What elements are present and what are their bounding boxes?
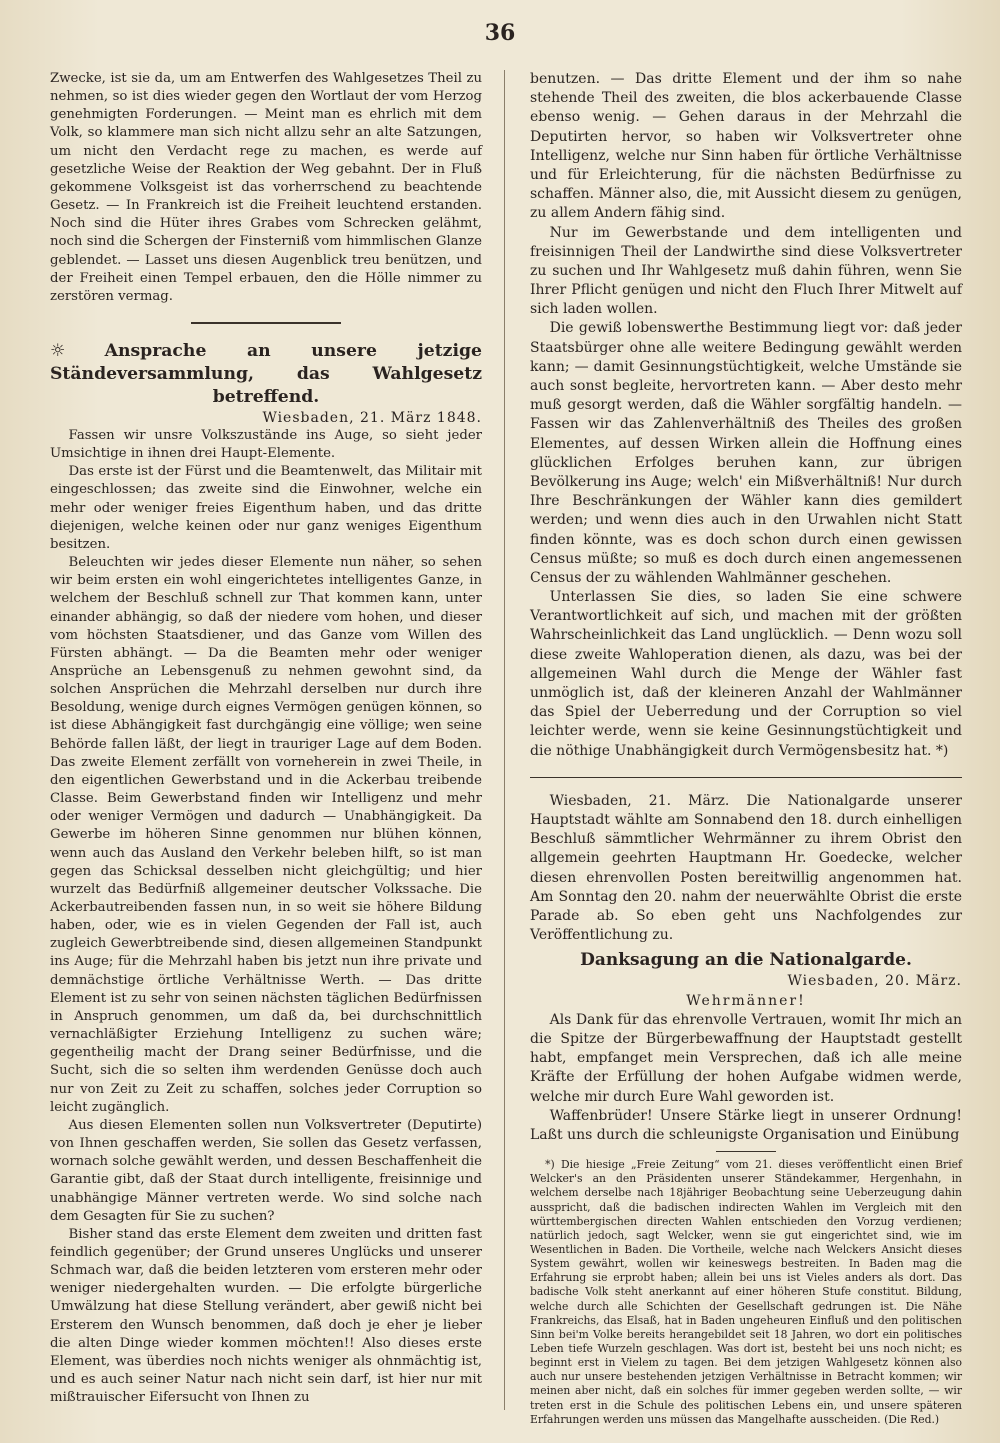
article-paragraph: Fassen wir unsre Volkszustände ins Auge, so sieht jeder Umsichtige in ihnen drei Haupt-Elemente. [50, 427, 482, 462]
news-item: Wiesbaden, 21. März. Die Nationalgarde unserer Hauptstadt wählte am Sonnabend den 18. durch einhelligen Beschluß sämmtlicher Wehrmänner zu ihrem Obrist den allgemein geehrten Hauptmann Hr. Goedecke, welcher diesen ehrenvollen Posten bereitwillig angenommen hat. Am Sonntag den 20. nahm der neuerwählte Obrist die erste Parade ab. So eben geht uns Nachfolgendes zur Veröffentlichung zu. [530, 792, 962, 944]
article-paragraph: Unterlassen Sie dies, so laden Sie eine schwere Verantwortlichkeit auf sich, und machen mit der größten Wahrscheinlichkeit das Land unglücklich. — Denn wozu soll diese zweite Wahloperation dienen, als dazu, was bei der allgemeinen Wahl durch die Menge der Wähler fast unmöglich ist, daß der kleineren Anzahl der Wahlmänner das Spiel der Ueberredung und der Corruption so viel leichter werde, wenn sie keine Gesinnungstüchtigkeit und die nöthige Unabhängigkeit durch Vermögensbesitz hat. *) [530, 589, 962, 759]
article-title: Ansprache an unsere jetzige Ständeversammlung, das Wahlgesetz betreffend. [50, 341, 482, 407]
page-number: 36 [484, 20, 516, 46]
section-divider [530, 777, 962, 778]
left-column [50, 70, 482, 1407]
footnote-divider [716, 1151, 776, 1152]
article-paragraph: Die gewiß lobenswerthe Bestimmung liegt vor: daß jeder Staatsbürger ohne alle weitere Bedingung gewählt werden kann; — damit Gesinnungstüchtigkeit, welche Umstände sie auch sonst begleite, hervortreten kann. — Aber desto mehr muß gesorgt werden, daß die Wähler sorgfältig handeln. — Fassen wir das Zahlenverhältniß des Theiles des großen Elementes, auf dessen Wirken allein die Hoffnung eines glücklichen Erfolges beruhen kann, zur übrigen Bevölkerung ins Auge; welch' ein Mißverhältniß! Nur durch Ihre Beschränkungen der Wähler kann dies gemildert werden; und wenn dies auch in den Urwahlen nicht Statt finden könnte, was es doch schon durch einen gewissen Census müßte; so muß es doch durch einen angemessenen Census der zu wählenden Wahlmänner geschehen. [530, 320, 962, 586]
thanks-salutation: Wehrmänner! [686, 992, 806, 1009]
article-dateline: Wiesbaden, 21. März 1848. [262, 409, 482, 426]
article-paragraph: Das erste ist der Fürst und die Beamtenwelt, das Militair mit eingeschlossen; das zweite sind die Einwohner, welche ein mehr oder weniger freies Eigenthum haben, und das dritte diejenigen, welche keinen oder nur ganz weniges Eigenthum besitzen. [50, 464, 482, 552]
footnote: *) Die hiesige „Freie Zeitung“ vom 21. dieses veröffentlicht einen Brief Welcker's an den Präsidenten unserer Ständekammer, Hergenhahn, in welchem derselbe nach 18jähriger Beobachtung seine Ueberzeugung dahin ausspricht, daß die badischen indirecten Wahlen im Vergleich mit den württembergischen directen Wahlen entschieden den Vorzug verdienen; natürlich jedoch, sagt Welcker, wenn sie gut eingerichtet sind, wie im Wesentlichen in Baden. Die Vortheile, welche nach Welckers Ansicht dieses System gewährt, wollen wir keineswegs bestreiten. In Baden mag die Erfahrung sie erprobt haben; allein bei uns ist Vieles anders als dort. Das badische Volk steht anerkannt auf einer höheren Stufe constitut. Bildung, welche durch alle Schichten der Gesellschaft gedrungen ist. Die Nähe Frankreichs, das Elsaß, hat in Baden ungeheuren Einfluß und den politischen Sinn bei'm Volke bereits herangebildet seit 18 Jahren, wo dort ein politisches Leben tiefe Wurzeln geschlagen. Was dort ist, besteht bei uns noch nicht; es beginnt erst in Vielem zu tagen. Bei dem jetzigen Wahlgesetz können also auch nur unsere bestehenden jetzigen Verhältnisse in Betracht kommen; wir meinen aber nicht, daß ein solches für immer gegeben werden sollte, — wir treten erst in die Schule des politischen Lebens ein, und unsere späteren Erfahrungen werden uns müssen das Mangelhafte ausscheiden. (Die Red.) [530, 1158, 962, 1426]
article-paragraph: Nur im Gewerbstande und dem intelligenten und freisinnigen Theil der Landwirthe sind diese Volksvertreter zu suchen und Ihr Wahlgesetz muß dahin führen, wenn Sie Ihrer Pflicht genügen und nicht den Fluch Ihrer Mitwelt auf sich laden wollen. [530, 224, 962, 318]
thanks-paragraph: Als Dank für das ehrenvolle Vertrauen, womit Ihr mich an die Spitze der Bürgerbewaffnung der Hauptstadt gestellt habt, empfanget mein Versprechen, daß ich alle meine Kräfte der Erfüllung der hohen Aufgabe widmen werde, welche mir durch Eure Wahl geworden ist. [530, 1011, 962, 1105]
article-paragraph: benutzen. — Das dritte Element und der ihm so nahe stehende Theil des zweiten, die blos ackerbauende Classe ebenso wenig. — Gehen daraus in der Mehrzahl die Deputirten hervor, so haben wir Volksvertreter ohne Intelligenz, welche nur Sinn haben für örtliche Verhältnisse und für Erleichterung, für die nächsten Bedürfnisse zu schaffen. Männer also, die, mit Aussicht diesem zu genügen, zu allem Andern fähig sind. [530, 71, 962, 222]
column-divider [504, 70, 505, 1410]
sun-ornament-icon: ☼ [50, 341, 66, 362]
continuation-paragraph: Zwecke, ist sie da, um am Entwerfen des Wahlgesetzes Theil zu nehmen, so ist dies wieder gegen den Wortlaut der vom Herzog genehmigten Forderungen. — Meint man es ehrlich mit dem Volk, so klammere man sich nicht allzu sehr an alte Satzungen, um nicht den Verdacht rege zu machen, es werde auf gesetzliche Weise der Reaktion der Weg gebahnt. Der in Fluß gekommene Volksgeist ist das vorherrschend zu beachtende Gesetz. — In Frankreich ist die Freiheit leuchtend erstanden. Noch sind die Hüter ihres Grabes vom Schrecken gelähmt, noch sind die Schergen der Finsterniß vom himmlischen Glanze geblendet. — Lasset uns diesen Augenblick treu benützen, und der Freiheit einen Tempel erbauen, den die Hölle nimmer zu zerstören vermag. [50, 71, 482, 304]
section-divider [191, 322, 341, 324]
thanks-paragraph: Waffenbrüder! Unsere Stärke liegt in unserer Ordnung! Laßt uns durch die schleunigste Organisation und Einübung [530, 1107, 962, 1143]
article-heading [50, 340, 482, 409]
article-paragraph: Beleuchten wir jedes dieser Elemente nun näher, so sehen wir beim ersten ein wohl eingerichtetes intelligentes Ganze, in welchem der Beschluß schnell zur That kommen kann, unter einander abhängig, so daß der niedere vom hohen, und dieser vom höchsten Staatsdiener, und das Ganze vom Willen des Fürsten abhängt. — Da die Beamten mehr oder weniger Ansprüche an Lebensgenuß zu nehmen gewohnt sind, da solchen Ansprüchen die Mehrzahl derselben nur durch ihre Besoldung, wenige durch eignes Vermögen genügen können, so ist diese Abhängigkeit fast durchgängig eine völlige; wen seine Behörde fallen läßt, der liegt in trauriger Lage auf dem Boden. Das zweite Element zerfällt von vorneherein in zwei Theile, in den eigentlichen Gewerbstand und in die Ackerbau treibende Classe. Beim Gewerbstand finden wir Intelligenz und mehr oder weniger Vermögen und dadurch — Unabhängigkeit. Da Gewerbe im höheren Sinne genommen nur blühen können, wenn auch das Ausland den Verkehr beleben hilft, so ist man gegen das Schicksal desselben nicht gleichgültig; und hier wurzelt das Bedürfniß allgemeiner deutscher Volkssache. Die Ackerbautreibenden fassen nun, in so weit sie höhere Bildung haben, oder, wie es in vielen Gegenden der Fall ist, auch zugleich Gewerbtreibende sind, diesen allgemeinen Standpunkt ins Auge; für die Mehrzahl haben bis jetzt nun ihre private und demnächstige örtliche Verhältnisse Werth. — Das dritte Element ist zu sehr von seinen nächsten täglichen Bedürfnissen in Anspruch genommen, um daß da, bei durchschnittlich vernachläßigter Erziehung Intelligenz zu suchen wäre; gegentheilig macht der Drang seiner Bedürfnisse, und die Sucht, sich die so selten ihm werdenden Genüsse doch auch nur von Zeit zu Zeit zu schaffen, solches jeder Corruption so leicht zugänglich. [50, 555, 482, 1115]
article-paragraph: Bisher stand das erste Element dem zweiten und dritten fast feindlich gegenüber; der Grund unseres Unglücks und unserer Schmach war, daß die beiden letzteren vom ersteren mehr oder weniger niedergehalten wurden. — Die erfolgte bürgerliche Umwälzung hat diese Stellung verändert, aber gewiß nicht bei Ersterem den Wunsch benommen, daß doch je eher je lieber die alten Dinge wieder kommen möchten!! Also dieses erste Element, was überdies noch nichts weniger als ohnmächtig ist, und es auch seiner Natur nach nicht sein darf, ist hier nur mit mißtrauischer Eifersucht von Ihnen zu [50, 1226, 482, 1406]
right-column [530, 70, 962, 1427]
thanks-dateline: Wiesbaden, 20. März. [787, 973, 962, 990]
article-paragraph: Aus diesen Elementen sollen nun Volksvertreter (Deputirte) von Ihnen geschaffen werden, Sie sollen das Gesetz verfassen, wornach solche gewählt werden, und dessen Beschaffenheit die Garantie gibt, daß der Staat durch intelligente, freisinnige und unabhängige Männer vertreten werde. Wo sind solche nach dem Gesagten für Sie zu suchen? [50, 1117, 482, 1224]
thanks-title: Danksagung an die Nationalgarde. [580, 950, 912, 971]
